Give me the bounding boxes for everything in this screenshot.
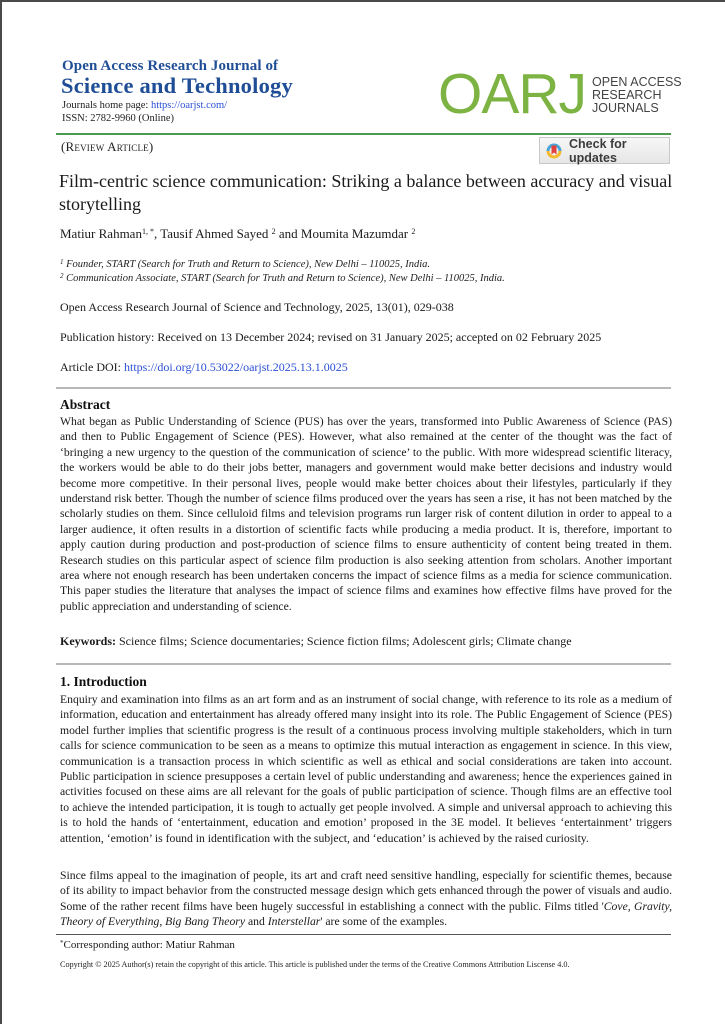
keywords-label: Keywords: [60,634,116,648]
film-title: Interstellar [267,915,321,929]
home-link[interactable]: https://oarjst.com/ [150,100,228,111]
journal-name-prefix: Open Access Research Journal of [62,58,279,74]
doi-label: Article DOI: [60,360,124,374]
abstract-heading: Abstract [60,397,111,412]
affiliation: $^1$ Founder, START (Search for Truth and Return to Science), New Delhi – 110025, India. [60,258,430,270]
article-title: Film-centric science communication: Striking a balance between accuracy and visual storytelling [59,171,673,214]
article-type: (Review Article) [61,139,154,154]
oarj-logo [438,61,682,126]
author-name: Moumita Mazumdar [300,226,412,241]
publication-history: Publication history: Received on 13 December 2024; revised on 31 January 2025; accepted on 02 February 2025 [60,330,602,344]
author-list: Matiur Rahman$^{1, *}$, Tausif Ahmed Sayed $^2$ and Moumita Mazumdar $^2$ [60,226,416,241]
keywords [60,634,572,649]
crossmark-icon [545,142,563,160]
author-affil-marker: 2 [411,227,416,236]
oarj-logo-word: JOURNALS [592,100,659,115]
keywords-list: Science films; Science documentaries; Science fiction films; Adolescent girls; Climate change [116,634,572,648]
check-for-updates-label: Check for updates [569,136,627,165]
issn: ISSN: 2782-9960 (Online) [62,113,174,124]
film-titles: Cove, Gravity, Theory of Everything, Big Bang Theory [60,899,672,929]
author-name: Matiur Rahman [60,226,142,241]
corresponding-author: *Corresponding author: Matiur Rahman [60,939,235,951]
header-divider [56,133,671,135]
author-affil-marker: 1, * [141,227,154,236]
affiliation: $^2$ Communication Associate, START (Search for Truth and Return to Science), New Delhi – 110025, India. [60,272,505,284]
journal-home-line [62,100,227,111]
introduction-heading: 1. Introduction [60,674,147,689]
article-doi [60,360,348,375]
journal-name: Science and Technology [61,73,293,98]
home-label: Journals home page: [62,100,151,111]
oarj-logo-word: RESEARCH [592,87,662,102]
introduction-paragraph: Since films appeal to the imagination of people, its art and craft need sensitive handling, especially for scientific themes, because of its ability to impact behavior from the constructed message design which gets enhanced through the power of visuals and audio. Some of the rather recent films have been hugely successful in establishing a connect with the public. Films titled 'Cove, Gravity, Theory of Everything, Big Bang Theory and Interstellar' are some of the examples. [60,869,672,929]
check-for-updates-button[interactable] [539,137,670,164]
article-type-label: Review Article [65,139,149,154]
footnote-divider [56,934,671,935]
author-name: Tausif Ahmed Sayed [160,226,272,241]
oarj-logo-words [592,76,682,115]
oarj-logo-word: OPEN ACCESS [592,74,682,89]
article-page [2,2,725,1026]
citation-line: Open Access Research Journal of Science and Technology, 2025, 13(01), 029-038 [60,300,454,314]
introduction-paragraph: Enquiry and examination into films as an art form and as an instrument of social change, with reference to its role as a medium of information, education and entertainment has already offered many insight into its role. The Public Engagement of Science (PES) model further implies that scientific progress is the result of a continuous process involving multiple stakeholders, which in turn calls for science communication to be seen as a means to optimize this mutual interaction as engagement in science. In this view, communication is a transaction process in which scientific as well as ethical and social considerations are taken into account. Public participation in science presupposes a certain level of public understanding and awareness; hence the experiences gained in activities focused on these aims are all relevant for the goals of public participation of science. Though films are an effective tool to achieve the intended participation, it is tough to actually get people involved. A simple and universal approach to achieving this is to hold the hands of ‘entertainment, education and emotion’ proposed in the 3E model. It believes ‘entertainment’ triggers attention, ‘emotion’ is found in identification with the subject, and ‘education’ is achieved by the raised curiosity. [60,693,672,845]
author-affil-marker: 2 [271,227,276,236]
doi-link[interactable]: https://doi.org/10.53022/oarjst.2025.13.1.0025 [123,360,348,374]
abstract-text: What began as Public Understanding of Science (PUS) has over the years, transformed into Public Awareness of Science (PAS) and then to Public Engagement of Science (PES). However, what also remained at the center of the thought was the fact of ‘bringing a new urgency to the question of the communication of science’ to the public. With more widespread scientific literacy, the workers would be able to do their jobs better, managers and government would make better decisions and industry would become more competitive. In their personal lives, people would make better choices about their lifestyles, particularly if they understand risk better. Though the number of science films produced over the years has seen a rise, it has not been matched by the scholarly studies on them. Since celluloid films and television programs run larger risk of content dilution in order to appeal to a larger audience, it often results in a distortion of scientific facts while producing a media product. It is, therefore, important to apply caution during production and post-production of science films to ensure authenticity of content being treated in them. Research studies on this particular aspect of science film production is also seeking attention from scholars. Another important area where not enough research has been undertaken concerns the impact of science films as a media for science communication. This paper studies the literature that analyses the impact of science films and examines how effective films have proved for the public appreciation and understanding of science. [60,415,672,613]
introduction-divider [56,663,671,665]
copyright-notice: Copyright © 2025 Author(s) retain the copyright of this article. This article is published under the terms of the Creative Commons Attribution Liscense 4.0. [60,960,570,969]
abstract-divider [56,387,671,389]
oarj-logo-letters: OARJ [438,61,587,126]
